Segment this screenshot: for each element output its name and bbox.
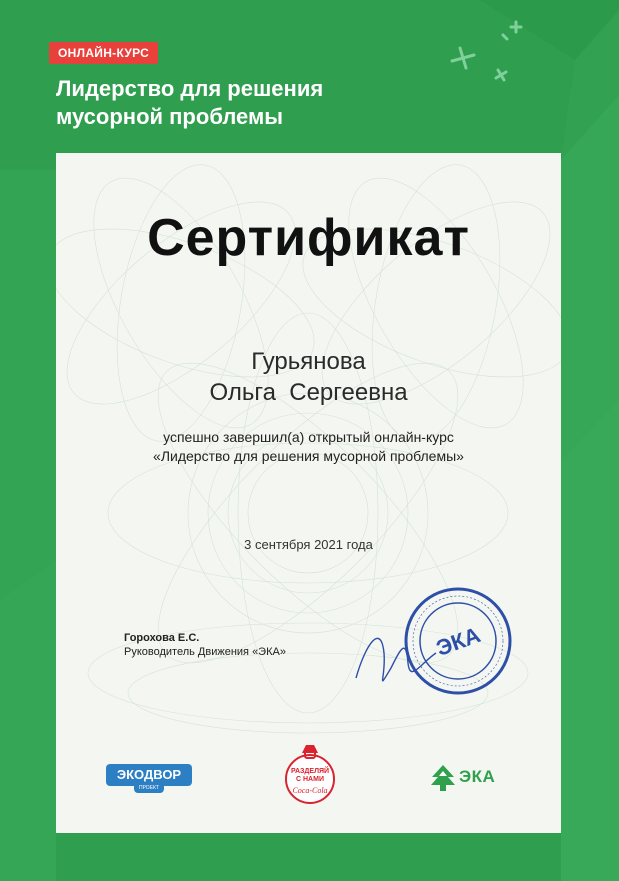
signer-block bbox=[124, 631, 286, 659]
sparkle-icon bbox=[452, 22, 521, 80]
certificate-title: Сертификат bbox=[147, 209, 470, 267]
eka-label: ЭКА bbox=[459, 767, 496, 786]
course-title-line: мусорной проблемы bbox=[56, 104, 284, 129]
ekodvor-sub-label: ПРОЕКТ bbox=[134, 784, 164, 793]
razdelyai-line1: РАЗДЕЛЯЙ bbox=[290, 768, 330, 775]
certificate-paper bbox=[56, 153, 561, 833]
issue-date: 3 сентября 2021 года bbox=[244, 537, 373, 552]
statement-line: успешно завершил(а) открытый онлайн-курс bbox=[163, 429, 454, 445]
signature bbox=[356, 638, 436, 680]
recipient-given-name: Ольга Сергеевна bbox=[209, 379, 408, 406]
completion-statement bbox=[56, 428, 561, 466]
statement-course-name: «Лидерство для решения мусорной проблемы» bbox=[153, 448, 464, 464]
course-title-line: Лидерство для решения bbox=[56, 76, 324, 101]
recycle-tree-icon bbox=[429, 763, 457, 793]
ekodvor-label: ЭКОДВОР bbox=[106, 764, 192, 786]
official-stamp bbox=[346, 583, 516, 713]
ekodvor-logo bbox=[106, 764, 192, 796]
coca-cola-logo: Coca-Cola bbox=[292, 786, 328, 795]
course-title bbox=[56, 75, 476, 131]
recipient-name bbox=[56, 346, 561, 408]
eka-logo bbox=[429, 763, 519, 793]
course-badge: ОНЛАЙН-КУРС bbox=[49, 42, 158, 64]
signer-name: Горохова Е.С. bbox=[124, 632, 200, 644]
signer-role: Руководитель Движения «ЭКА» bbox=[124, 646, 286, 658]
razdelyai-logo bbox=[284, 743, 336, 805]
recipient-surname: Гурьянова bbox=[251, 348, 366, 375]
razdelyai-line2: С НАМИ bbox=[296, 776, 324, 783]
stamp-center-text: ЭКА bbox=[432, 622, 484, 661]
